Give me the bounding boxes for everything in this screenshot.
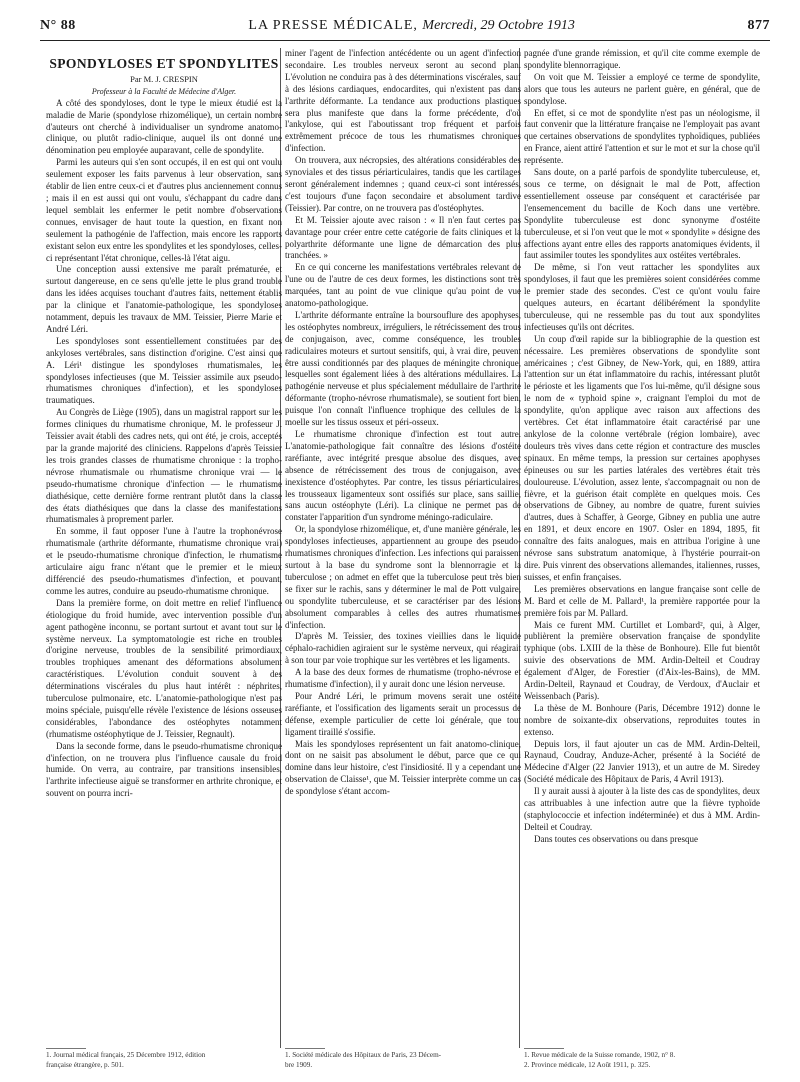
paragraph: Un coup d'œil rapide sur la bibliographie de la question est nécessaire. Les premières observations de spondylite sont américaines ; c'est Gibney, de New-York, qui, en 1889, attira l'attention sur un état inflammatoire du rachis, intéressant plutôt le périoste et les ligaments que l'os lui-même, qu'il désigne sous le nom de « typhoid spine », craignant l'emploi du mot de spondylite, qu'on applique avec raison aux affections des vertèbres. Cet état inflammatoire était caractérisé par une ankylose de la colonne vertébrale (région lombaire), avec douleurs très vives dans cette région et contracture des muscles spinaux. En même temps, la pression sur certaines apophyses épineuses ou sur les parties latérales des vertèbres était très douloureuse. L'évolution, assez lente, s'accompagnait ou non de fièvre, et la guérison était complète en quelques mois. Ces observations de Gibney, au nombre de quatre, furent suivies d'autres, dues à Schaffer, à George, Gibney en publia une autre en 1891, et deux encore en 1907. Osler en 1894, 1895, fit connaître des faits analogues, mais en attribua l'origine à une névrose sans substratum anatomique, à l'hystérie pourrait-on dire. Puis vinrent des observations allemandes, italiennes, russes, suisses, et enfin françaises.: [524, 333, 760, 582]
footnote: 1. Revue médicale de la Suisse romande, 1902, n° 8.: [524, 1051, 676, 1059]
paragraph: pagnée d'une grande rémission, et qu'il cite comme exemple de spondylite blennorragique.: [524, 48, 760, 70]
footnote: bre 1909.: [285, 1060, 313, 1069]
column-3: [524, 48, 760, 846]
paragraph: Et M. Teissier ajoute avec raison : « Il n'en faut certes pas davantage pour créer entre cette catégorie de faits cliniques et la polyarthrite déformante une ligne de démarcation des plus tranchées. »: [285, 214, 521, 261]
issue-date: Mercredi, 29 Octobre 1913: [422, 18, 575, 33]
page-number-left: N° 88: [40, 18, 76, 33]
paragraph: On voit que M. Teissier a employé ce terme de spondylite, alors que tous les auteurs ne parlent guère, en général, que de spondylose.: [524, 71, 760, 106]
paragraph: Les premières observations en langue française sont celle de M. Bard et celle de M. Pallard¹, la première rapportée pour la première fois par M. Pallard.: [524, 583, 760, 618]
paragraph: Dans toutes ces observations ou dans presque: [534, 833, 698, 844]
footnote-rule: [46, 1048, 86, 1049]
footnote-block-3: [524, 1048, 760, 1070]
paragraph: En ce qui concerne les manifestations vertébrales relevant de l'une ou de l'autre de ces deux formes, les distinctions sont très marquées, tant au point de vue clinique qu'au point de vue anatomo-pathologique.: [285, 262, 521, 309]
footnote: 2. Province médicale, 12 Août 1911, p. 325.: [524, 1060, 651, 1069]
paragraph: Une conception aussi extensive me paraît prématurée, et surtout dangereuse, en ce sens qu'elle jette le plus grand trouble dans les idées acquises touchant d'autres faits, nettement établis par la clinique et l'anatomie-pathologique, les spondyloses notamment, depuis les travaux de MM. Teissier, Pierre Marie et André Léri.: [46, 264, 282, 334]
paragraph: D'après M. Teissier, des toxines vieillies dans le liquide céphalo-rachidien agiraient sur le système nerveux, qui réagirait à son tour par voie trophique sur les vertèbres et les ligaments.: [285, 631, 521, 666]
paragraph: Sans doute, on a parlé parfois de spondylite tuberculeuse, et, sous ce terme, on désignait le mal de Pott, affection essentiellement osseuse par conséquent et caractérisée par l'ensemencement du bacille de Koch dans une vertèbre. Spondylite tuberculeuse est donc synonyme d'ostéite tuberculeuse, et si l'on veut que le mot « spondylite » désigne des affections ayant entre elles des rapports anatomiques évidents, il faut assimiler toutes les spondylites aux ostéites vertébrales.: [524, 167, 760, 261]
author-byline: Par M. J. CRESPIN: [130, 73, 198, 84]
paragraph: Dans la première forme, on doit mettre en relief l'influence étiologique du froid humide, avec intervention possible d'un agent pathogène inconnu, se portant surtout et avant tout sur le système nerveux. La symptomatologie est riche en troubles d'origine nerveuse, troubles de la sensibilité primordiaux, troubles trophiques amenant des déformations absolument caractéristiques. L'évolution conduit souvent à des déterminations viscérales du plus haut intérêt : néphrites, tuberculose pulmonaire, etc. L'anatomie-pathologique n'est pas moins spéciale, puisqu'elle révèle l'existence de lésions osseuses considérables, l'abondance des ostéophytes notamment (rhumatisme ostéophytique de J. Teissier, Regnault).: [46, 597, 282, 739]
paragraph: La thèse de M. Bonhoure (Paris, Décembre 1912) donne le nombre de soixante-dix observations, reproduites toutes in extenso.: [524, 702, 760, 737]
article-title: SPONDYLOSES ET SPONDYLITES: [49, 56, 279, 71]
header-rule: [40, 40, 770, 41]
paragraph: miner l'agent de l'infection antécédente ou un agent d'infection secondaire. Les troubles nerveux seront au second plan. L'évolution ne conduira pas à des déterminations viscérales, sauf à des lésions cardiaques, endocardites, qui n'existent pas dans l'arthrite déformante. La tendance aux productions plastiques sera plus manifeste que dans la forme précédente, d'où l'ankylose, qui est l'aboutissant trop fréquent et parfois extrêmement précoce de tous les rhumatismes chroniques d'infection.: [285, 48, 521, 154]
column-2: [285, 48, 521, 798]
page-header: [40, 18, 770, 38]
paragraph: Les spondyloses sont essentiellement constituées par des ankyloses vertébrales, sans distinction d'origine. C'est ainsi que A. Léri¹ distingue les spondyloses rhumatismales, les spondyloses infectieuses (que M. Teissier assimile aux pseudo-rhumatismes chroniques d'infection), et les spondyloses traumatiques.: [46, 335, 282, 406]
paragraph: A la base des deux formes de rhumatisme (tropho-névrose et rhumatisme d'infection), il y aurait donc une lésion nerveuse.: [285, 667, 521, 690]
paragraph: Il y aurait aussi à ajouter à la liste des cas de spondylites, deux cas attribuables à une infection autre que la fièvre typhoïde (staphylococcie et infection indéterminée) et dus à MM. Ardin-Delteil et Coudray.: [524, 786, 760, 832]
footnote: 1. Société médicale des Hôpitaux de Paris, 23 Décem-: [285, 1051, 442, 1059]
paragraph: De même, si l'on veut rattacher les spondylites aux spondyloses, il faut que les premières soient considérées comme le premier stade des secondes. C'est ce qu'ont voulu faire quelques auteurs, en écartant délibérément la spondylite tuberculeuse, qui ne ressemble pas du tout aux spondylites infectieuses qu'ils ont décrites.: [524, 262, 760, 332]
paragraph: Mais ce furent MM. Curtillet et Lombard², qui, à Alger, publièrent la première observation française de spondylite typhique (obs. LXIII de la thèse de Bonhoure). Elle fut bientôt suivie des observations de MM. Ardin-Delteil et Coudray également d'Alger, de Forestier (d'Aix-les-Bains), de MM. Ardin-Delteil, Raynaud et Coudray, de Verdoux, d'Auclair et Weissenbach (Paris).: [524, 619, 760, 701]
paragraph: Pour André Léri, le primum movens serait une ostéite raréfiante, et l'ossification des ligaments serait un processus de défense, exemple particulier de cette loi générale, que tout ligament tiraillé s'ossifie.: [285, 690, 521, 737]
journal-name: LA PRESSE MÉDICALE,: [248, 18, 418, 33]
footnote: 1. Journal médical français, 25 Décembre 1912, édition: [46, 1051, 206, 1059]
paragraph: Le rhumatisme chronique d'infection est tout autre. L'anatomie-pathologique fait connaître des lésions d'ostéite raréfiante, avec intégrité presque absolue des disques, avec absence de rétrécissement des trous de conjugaison, avec inexistence d'ostéophytes. Par contre, les tissus périarticulaires, les trousseaux ligamenteux sont ossifiés sur place, sans saillie, sans aucun ostéophyte (Léri). La clinique ne permet pas de constater l'apparition d'un syndrome méningo-radiculaire.: [285, 429, 521, 523]
footnote: française étrangère, p. 501.: [46, 1060, 124, 1069]
paragraph: En effet, si ce mot de spondylite n'est pas un néologisme, il faut convenir que la littérature française ne l'employait pas avant que certaines observations de spondylites typhoïdiques, publiées en France, aient attiré l'attention et sur le mot et sur la chose qu'il représente.: [524, 107, 760, 166]
footnote-rule: [285, 1048, 325, 1049]
footnote-block-1: [46, 1048, 282, 1070]
footnote-rule: [524, 1048, 564, 1049]
paragraph: A côté des spondyloses, dont le type le mieux étudié est la maladie de Marie (spondylose rhizomélique), un certain nombre d'auteurs ont cherché à individualiser un syndrome anatomo-clinique, ou plutôt radio-clinique, auquel ils ont donné une dénomination peu employée auparavant, celle de spondylite.: [46, 97, 282, 156]
paragraph: L'arthrite déformante entraîne la boursouflure des apophyses, les ostéophytes nombreux, irréguliers, le rétrécissement des trous de conjugaison, avec, comme conséquence, les troubles radiculaires moteurs et surtout sensitifs, qui, à vrai dire, peuvent être aussi conditionnés par des plaques de méningite chronique, lesquelles sont également liées à des altérations médullaires. La pathogénie nerveuse et plus spécialement médullaire de l'arthrite déformante (tropho-névrose rhumatismale), se soutient fort bien, puisque l'on connaît l'influence trophique des cellules de la moelle sur les tissus osseux et péri-osseux.: [285, 309, 521, 428]
footnote-block-2: [285, 1048, 521, 1070]
paragraph: On trouvera, aux nécropsies, des altérations considérables des synoviales et des tissus périarticulaires, tandis que les cartilages seront généralement indemnes ; quand ceux-ci sont intéressés, c'est toujours d'une façon secondaire et absolument tardive (Teissier). Par contre, on ne trouvera pas d'ostéophytes.: [285, 155, 521, 213]
paragraph: Parmi les auteurs qui s'en sont occupés, il en est qui ont voulu seulement exposer les faits parvenus à leur observation, sans établir de lien entre ceux-ci et d'autres plus anciennement connus ; mais il en est aussi qui ont voulu, s'échappant du cadre dans lequel semblait les enfermer le petit nombre d'observations connues, envisager de haut toute la question, en fixant non seulement la pathogénie de l'affection, mais encore les rapports existant selon eux entre les spondylites et les spondyloses, celles-ci représentant l'état chronique, celles-là l'état aigu.: [46, 157, 282, 263]
journal-title: [248, 18, 574, 34]
paragraph: Or, la spondylose rhizomélique, et, d'une manière générale, les spondyloses infectieuses, appartiennent au groupe des pseudo-rhumatismes chroniques d'infection. Les infections qui paraissent surtout à la base du syndrome sont la blennorragie et la tuberculose ; on admet en effet que la tuberculose peut très bien se fixer sur le rachis, sans y déterminer le mal de Pott vulgaire, ou spondylite tuberculeuse, et se caractériser par des lésions absolument comparables à celles des autres rhumatismes d'infection.: [285, 524, 521, 630]
column-1: [46, 48, 282, 800]
paragraph: Dans la seconde forme, dans le pseudo-rhumatisme chronique d'infection, on ne trouvera plus l'influence causale du froid humide. On verra, au contraire, par transitions insensibles, l'arthrite infectieuse aiguë se transformer en arthrite chronique, et souvent on pourra incri-: [46, 740, 282, 799]
paragraph: Au Congrès de Liège (1905), dans un magistral rapport sur les formes cliniques du rhumatisme chronique, M. le professeur J. Teissier avait établi des cadres nets, qui ont été, je crois, acceptés par la grande majorité des cliniciens. Rappelons d'après Teissier les trois grandes classes de rhumatisme chronique : la tropho-névrose rhumatismale ou rhumatisme chronique vrai — le pseudo-rhumatisme chronique d'infection — le rhumatisme diathésique, cette dernière forme rentrant plutôt dans la classe des états diathésiques que dans la classe des manifestations rhumatismales à proprement parler.: [46, 407, 282, 525]
paragraph: Mais les spondyloses représentent un fait anatomo-clinique, dont on ne saisit pas absolument le début, parce que ce qui domine dans leur histoire, c'est l'insidiosité. Il y a cependant une observation de Claisse¹, que M. Teissier interprète comme un cas de spondylose s'étant accom-: [285, 738, 521, 797]
page-number-right: 877: [747, 18, 770, 33]
paragraph: En somme, il faut opposer l'une à l'autre la trophonévrose rhumatismale (arthrite déformante, rhumatisme chronique vrai) et le pseudo-rhumatisme chronique d'infection, le rhumatisme articulaire aigu franc n'étant que le premier et le mieux différencié des pseudo-rhumatismes d'infection, et pouvant, comme les autres, conduire au pseudo-rhumatisme chronique.: [46, 526, 282, 596]
paragraph: Depuis lors, il faut ajouter un cas de MM. Ardin-Delteil, Raynaud, Coudray, Anduze-Acher, présenté à la Société de Médecine d'Alger (22 Janvier 1913), et un autre de M. Siredey (Société médicale des Hôpitaux de Paris, 4 Avril 1913).: [524, 738, 760, 785]
author-affiliation: Professeur à la Faculté de Médecine d'Alger.: [91, 86, 237, 96]
